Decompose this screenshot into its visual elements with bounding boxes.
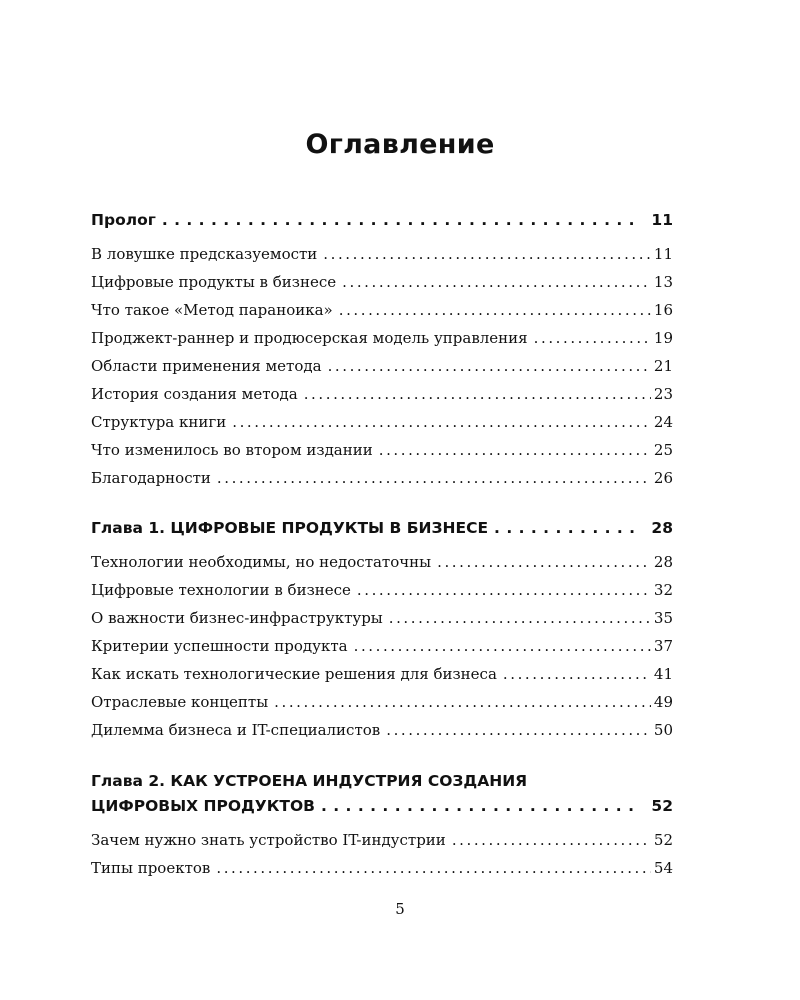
section-heading-page: 52 [651,797,673,815]
dot-leader [386,719,651,741]
dot-leader [321,794,640,818]
toc-entry-page: 37 [653,637,673,655]
dot-leader [437,551,651,573]
section-heading-title: Глава 1. ЦИФРОВЫЕ ПРОДУКТЫ В БИЗНЕСЕ [91,519,489,537]
toc-entry [91,439,673,461]
dot-leader [494,516,640,540]
dot-leader [354,635,651,657]
dot-leader [216,857,651,879]
toc-entry [91,579,673,601]
toc-entry [91,243,673,265]
toc-entry-title: Области применения метода [91,357,322,375]
toc-entry [91,691,673,713]
toc-entry-title: Дилемма бизнеса и IT-специалистов [91,721,381,739]
page-title: Оглавление [305,129,495,161]
toc-entry-page: 11 [653,245,673,263]
toc-entry [91,383,673,405]
toc-entry [91,829,673,851]
section-heading-title: Пролог [91,211,156,229]
toc-entry-page: 28 [653,553,673,571]
toc-entry-title: Цифровые технологии в бизнесе [91,581,351,599]
toc-entry-page: 21 [653,357,673,375]
toc-entry-page: 23 [653,385,673,403]
dot-leader [162,208,641,232]
toc-entry [91,411,673,433]
toc-entry-title: Благодарности [91,469,211,487]
toc-entry-title: Что такое «Метод параноика» [91,301,333,319]
section-heading-title: ЦИФРОВЫХ ПРОДУКТОВ [91,797,315,815]
toc-entry [91,551,673,573]
section-heading-page: 11 [651,211,673,229]
section-heading-chapter-2-line-1: Глава 2. КАК УСТРОЕНА ИНДУСТРИЯ СОЗДАНИЯ [91,772,528,790]
toc-entry-page: 32 [653,581,673,599]
toc-entry-title: Проджект-раннер и продюсерская модель управления [91,329,528,347]
toc-entry-page: 52 [653,831,673,849]
section-heading-page: 28 [651,519,673,537]
section-heading-prologue [91,208,673,232]
toc-entry-title: Типы проектов [91,859,211,877]
toc-entry [91,299,673,321]
toc-entry-title: О важности бизнес-инфраструктуры [91,609,383,627]
toc-entry-page: 50 [653,721,673,739]
dot-leader [342,271,651,293]
toc-entry [91,607,673,629]
dot-leader [389,607,651,629]
toc-entry-title: История создания метода [91,385,298,403]
dot-leader [232,411,651,433]
toc-entry-title: Что изменилось во втором издании [91,441,373,459]
toc-entry-title: В ловушке предсказуемости [91,245,318,263]
toc-entry-page: 13 [653,273,673,291]
toc-entry-page: 35 [653,609,673,627]
dot-leader [503,663,651,685]
dot-leader [217,467,651,489]
toc-entry [91,355,673,377]
toc-entry-title: Структура книги [91,413,227,431]
toc-entry [91,467,673,489]
toc-entry [91,663,673,685]
toc-entry-page: 19 [653,329,673,347]
toc-entry-page: 54 [653,859,673,877]
dot-leader [328,355,651,377]
dot-leader [534,327,651,349]
toc-entry-page: 49 [653,693,673,711]
toc-entry-title: Отраслевые концепты [91,693,269,711]
toc-entry-page: 26 [653,469,673,487]
toc-entry [91,719,673,741]
toc-entry-title: Критерии успешности продукта [91,637,348,655]
toc-entry-title: Зачем нужно знать устройство IT-индустрии [91,831,446,849]
toc-entry [91,635,673,657]
toc-entry [91,327,673,349]
dot-leader [357,579,651,601]
dot-leader [452,829,651,851]
dot-leader [339,299,651,321]
dot-leader [379,439,651,461]
section-heading-chapter-1 [91,516,673,540]
dot-leader [323,243,651,265]
dot-leader [274,691,651,713]
dot-leader [304,383,651,405]
toc-entry [91,857,673,879]
toc-entry-page: 25 [653,441,673,459]
toc-entry-page: 41 [653,665,673,683]
toc-entry-page: 16 [653,301,673,319]
page-number: 5 [395,900,405,918]
toc-entry-title: Как искать технологические решения для бизнеса [91,665,497,683]
toc-entry [91,271,673,293]
section-heading-chapter-2 [91,794,673,818]
toc-entry-title: Технологии необходимы, но недостаточны [91,553,432,571]
toc-entry-page: 24 [653,413,673,431]
toc-entry-title: Цифровые продукты в бизнесе [91,273,337,291]
